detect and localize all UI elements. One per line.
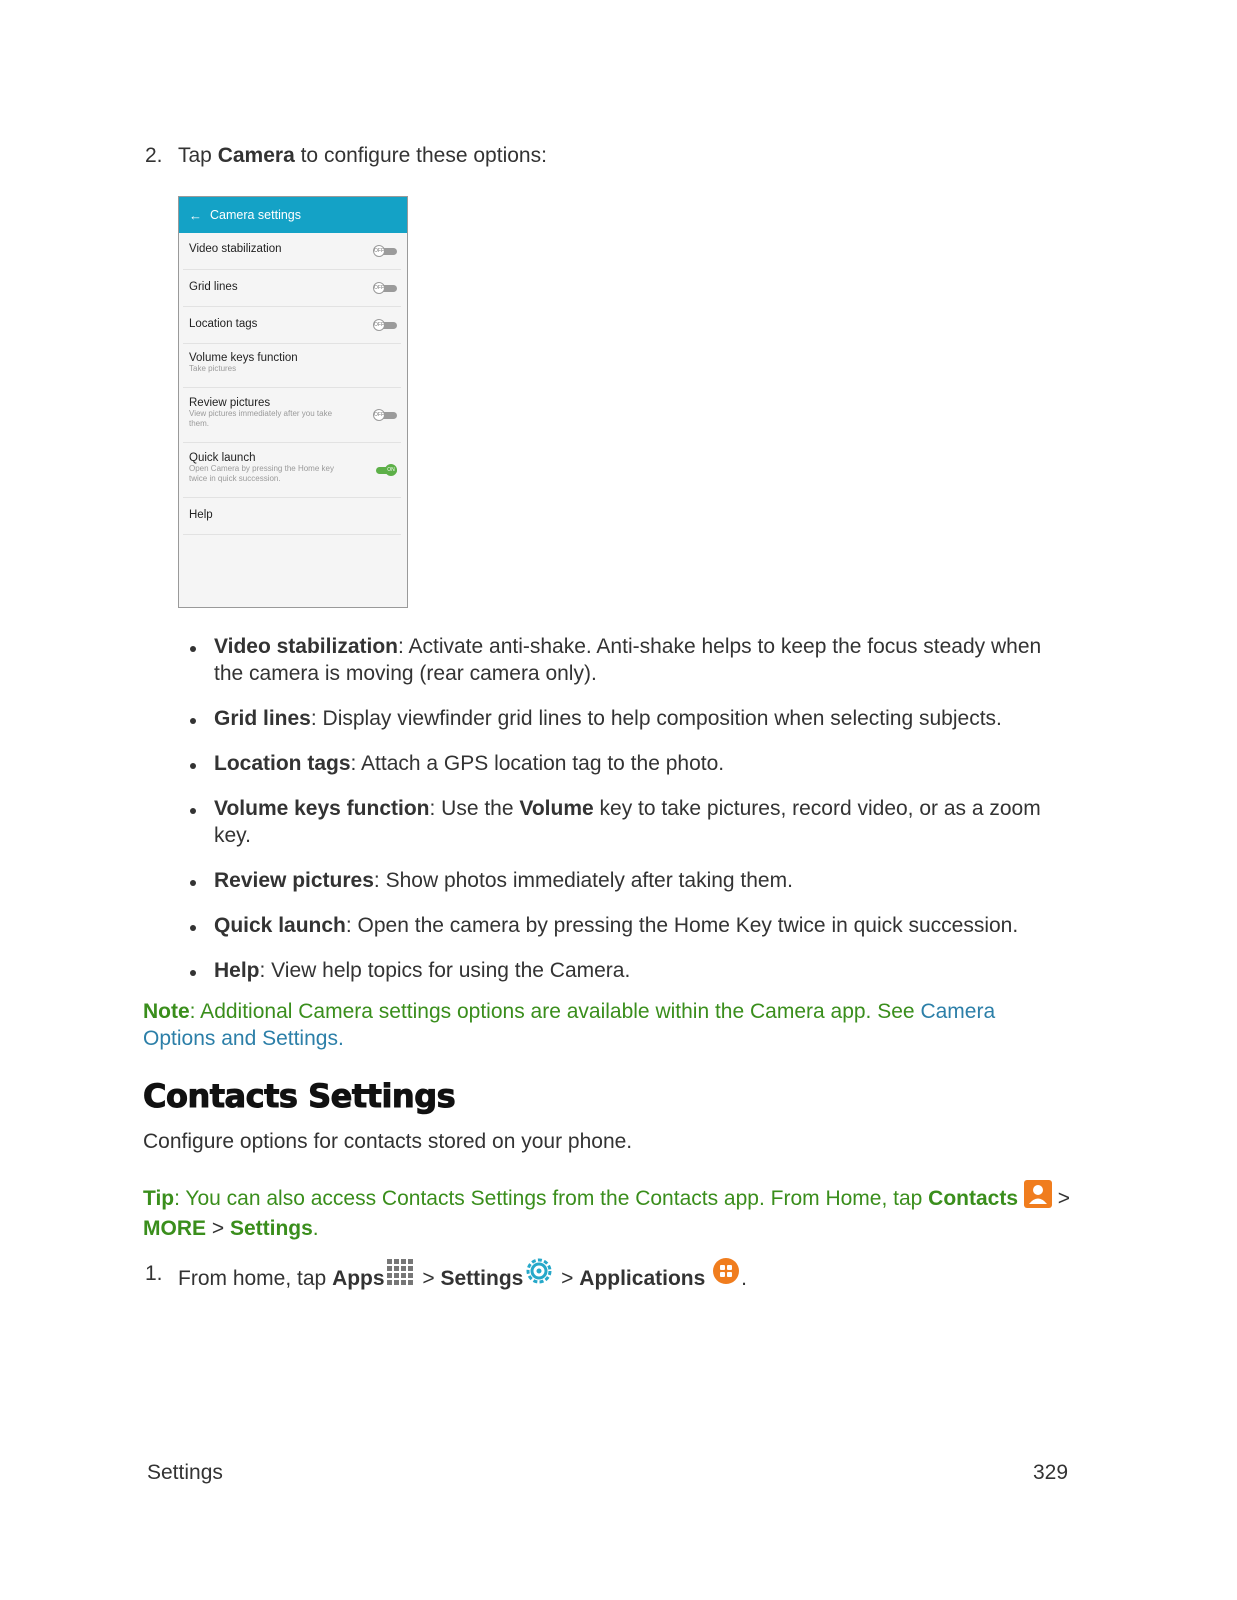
- setting-title: Quick launch: [189, 452, 256, 464]
- tip-separator: >: [1051, 1187, 1070, 1210]
- setting-title: Help: [189, 509, 213, 521]
- footer-section-name: Settings: [147, 1461, 223, 1484]
- setting-title: Volume keys function: [189, 352, 298, 364]
- note-end: .: [337, 1027, 344, 1050]
- camera-settings-screenshot: [178, 196, 408, 608]
- page-number: 329: [1033, 1461, 1069, 1484]
- setting-row-location-tags[interactable]: [183, 307, 401, 344]
- bullet-term: Video stabilization: [214, 635, 398, 658]
- list-item: [190, 705, 1060, 732]
- tip-paragraph: [143, 1180, 1093, 1242]
- list-item: [190, 795, 1060, 849]
- tip-settings: Settings: [229, 1217, 313, 1240]
- location-tags-toggle[interactable]: [373, 319, 397, 331]
- grid-lines-toggle[interactable]: [373, 282, 397, 294]
- step-1-applications: Applications: [579, 1267, 706, 1290]
- setting-subtitle: Take pictures: [189, 364, 237, 373]
- arrow-left-icon[interactable]: ←: [189, 207, 202, 223]
- applications-icon: [711, 1258, 741, 1295]
- step-1-settings: Settings: [440, 1267, 524, 1290]
- setting-row-review-pictures[interactable]: [183, 388, 401, 443]
- tip-text: : You can also access Contacts Settings from the Contacts app. From Home, tap: [174, 1187, 929, 1210]
- bullet-bold: Volume: [519, 797, 594, 820]
- step-1-end: .: [741, 1267, 747, 1290]
- note-paragraph: [143, 998, 1043, 1052]
- setting-row-grid-lines[interactable]: [183, 270, 401, 307]
- list-item: [190, 750, 1060, 777]
- setting-title: Video stabilization: [189, 243, 282, 255]
- step-1-prefix: From home, tap: [178, 1267, 333, 1290]
- quick-launch-toggle[interactable]: [373, 464, 397, 476]
- camera-settings-list: [179, 233, 407, 535]
- setting-row-video-stabilization[interactable]: [183, 233, 401, 270]
- toggle-state: OFF: [373, 319, 385, 331]
- step-1-separator: >: [555, 1267, 580, 1290]
- setting-title: Grid lines: [189, 281, 238, 293]
- list-item: [190, 957, 1060, 984]
- video-stabilization-toggle[interactable]: [373, 245, 397, 257]
- bullet-text: : Display viewfinder grid lines to help composition when selecting subjects.: [310, 707, 1002, 730]
- toggle-state: OFF: [373, 409, 385, 421]
- note-text: : Additional Camera settings options are available within the Camera app. See: [189, 1000, 921, 1023]
- list-item: [190, 912, 1060, 939]
- step-number: 2.: [145, 144, 163, 167]
- bullet-term: Location tags: [214, 752, 351, 775]
- step-1-separator: >: [416, 1267, 441, 1290]
- toggle-state: OFF: [373, 282, 385, 294]
- tip-label: Tip: [143, 1187, 175, 1210]
- bullet-text: : View help topics for using the Camera.: [259, 959, 631, 982]
- camera-settings-title: Camera settings: [210, 208, 302, 222]
- tip-end: .: [312, 1217, 319, 1240]
- toggle-state: OFF: [373, 245, 385, 257]
- settings-gear-icon: [523, 1258, 555, 1295]
- toggle-state: ON: [385, 464, 397, 476]
- bullet-text: : Show photos immediately after taking them.: [373, 869, 793, 892]
- tip-contacts: Contacts: [928, 1187, 1019, 1210]
- camera-settings-header: [179, 197, 407, 233]
- setting-title: Review pictures: [189, 397, 271, 409]
- camera-options-list: [190, 633, 1060, 1002]
- step-1-text: [178, 1258, 747, 1295]
- step-2-prefix: Tap: [178, 144, 218, 167]
- bullet-term: Grid lines: [214, 707, 311, 730]
- tip-more: MORE: [143, 1217, 206, 1240]
- bullet-term: Help: [214, 959, 260, 982]
- bullet-term: Volume keys function: [214, 797, 430, 820]
- setting-subtitle: Open Camera by pressing the Home key twice in quick succession.: [189, 464, 334, 483]
- setting-row-help[interactable]: [183, 498, 401, 535]
- step-2-bold: Camera: [217, 144, 295, 167]
- bullet-text: key to take pictures, record video, or as a zoom key.: [214, 797, 1041, 847]
- section-heading: Contacts Settings: [143, 1077, 456, 1115]
- setting-title: Location tags: [189, 318, 258, 330]
- step-number: 1.: [145, 1262, 163, 1285]
- step-2-text: [178, 142, 547, 169]
- setting-row-volume-keys[interactable]: [183, 344, 401, 388]
- bullet-text: : Use the: [429, 797, 520, 820]
- setting-row-quick-launch[interactable]: [183, 443, 401, 498]
- setting-subtitle: View pictures immediately after you take them.: [189, 409, 333, 428]
- step-1-apps: Apps: [332, 1267, 385, 1290]
- list-item: [190, 633, 1060, 687]
- step-2-suffix: to configure these options:: [294, 144, 547, 167]
- tip-separator: >: [206, 1217, 230, 1240]
- review-pictures-toggle[interactable]: [373, 409, 397, 421]
- bullet-text: : Activate anti-shake. Anti-shake helps to keep the focus steady when the camera is moving (rear camera only).: [214, 635, 1042, 685]
- bullet-term: Quick launch: [214, 914, 346, 937]
- section-intro: Configure options for contacts stored on your phone.: [143, 1130, 633, 1153]
- bullet-text: : Open the camera by pressing the Home Key twice in quick succession.: [345, 914, 1019, 937]
- list-item: [190, 867, 1060, 894]
- contacts-person-icon: [1024, 1180, 1052, 1215]
- note-label: Note: [143, 1000, 190, 1023]
- camera-options-link[interactable]: Camera Options and Settings: [143, 1000, 996, 1050]
- bullet-term: Review pictures: [214, 869, 374, 892]
- apps-grid-icon: [385, 1258, 417, 1295]
- bullet-text: : Attach a GPS location tag to the photo.: [350, 752, 725, 775]
